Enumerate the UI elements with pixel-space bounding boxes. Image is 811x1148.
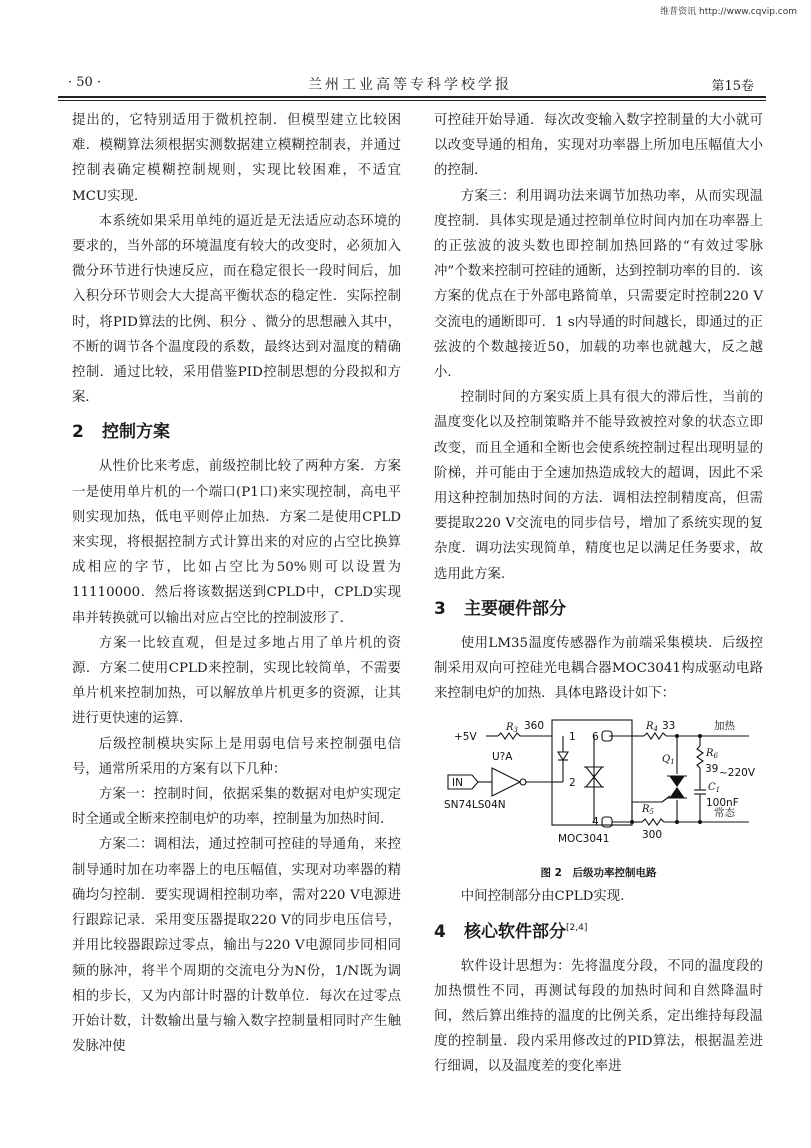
paragraph: 本系统如果采用单纯的逼近是无法适应动态环境的要求的，当外部的环境温度有较大的改变时，必须加入微分环节进行快速反应，而在稳定很长一段时间后，加入积分环节则会大大提高平衡状态的稳定性．实际控制时，将PID算法的比例、积分 、微分的思想融入其中，不断的调节各个温度段的系数，最终达到对温度的精确控制．通过比较，采用借鉴PID控制思想的分段拟和方案． [72,213,401,406]
paragraph: 中间控制部分由CPLD实现． [460,889,634,905]
section-heading-2 [72,414,401,450]
label-pin2: 2 [569,777,576,790]
label-moc3041: MOC3041 [558,833,610,846]
watermark: 维普资讯 http://www.cqvip.com [660,7,797,17]
paragraph: 使用LM35温度传感器作为前端采集模块．后级控制采用双向可控硅光电耦合器MOC3041构成驱动电路来控制电炉的加热．具体电路设计如下： [434,635,763,702]
header-rule-thin [58,100,766,101]
section-number: 4 [434,921,446,942]
section-heading-3 [434,591,763,627]
paragraph: 从性价比来考虑，前级控制比较了两种方案．方案一是使用单片机的一个端口(P1口)来实现控制，高电平则实现加热，低电平则停止加热．方案二是使用CPLD来实现，将根据控制方式计算出来的对应的占空比换算成相应的字节，比如占空比为50%则可以设置为11110000．然后将该数据送到CPLD中，CPLD实现串并转换就可以输出对应占空比的控制波形了． [72,459,401,626]
section-number: 2 [72,422,84,443]
label-r4-value: 33 [662,720,676,733]
section-number: 3 [434,598,446,619]
citation-ref: [2,4] [566,922,588,933]
label-in: IN [452,777,463,790]
section-title: 控制方案 [102,422,170,443]
paragraph: 方案一：控制时间，依据采集的数据对电炉实现定时全通或全断来控制电炉的功率，控制量为加热时间． [72,787,401,828]
label-220v: ~220V [719,767,756,780]
circuit-diagram [434,712,763,862]
page-number: · 50 · [68,75,102,90]
volume-label: 第15卷 [711,79,754,94]
header-rule-thick [58,96,766,98]
label-r5-value: 300 [642,829,663,842]
label-c1: $C_1$ [708,782,721,795]
label-r3: $R_3$ [506,722,518,735]
paragraph: 方案一比较直观，但是过多地占用了单片机的资源．方案二使用CPLD来控制，实现比较简单，不需要单片机来控制加热，可以解放单片机更多的资源，让其进行更快速的运算． [72,635,401,727]
label-chip: SN74LS04N [444,799,506,812]
label-r6-value: 39 [705,763,719,776]
journal-title: 兰州工业高等专科学校学报 [308,77,512,93]
label-pin6: 6 [592,731,599,744]
label-plus5v: +5V [454,731,477,744]
section-title: 核心软件部分 [464,921,566,942]
label-r3-value: 360 [524,720,545,733]
label-pin1: 1 [569,731,576,744]
paragraph: 控制时间的方案实质上具有很大的滞后性，当前的温度变化以及控制策略并不能导致被控对象的状态立即改变，而且全通和全断也会使系统控制过程出现明显的阶梯，并可能由于全速加热造成较大的超调，因此不采用这种控制加热时间的方法．调相法控制精度高，但需要提取220 V交流电的同步信号，增加了系统实现的复杂度．调功法实现简单，精度也足以满足任务要求，故选用此方案． [434,390,763,582]
paragraph: 软件设计思想为：先将温度分段，不同的温度段的加热惯性不同，再测试每段的加热时间和自然降温时间，然后算出维持的温度的比例关系，定出维持每段温度的控制量．段内采用修改过的PID算法，根据温差进行细调，以及温度差的变化率进 [434,958,763,1075]
label-heat: 加热 [714,720,735,733]
circuit-figure [434,712,763,862]
paragraph: 提出的，它特别适用于微机控制．但模型建立比较困难．模糊算法须根据实测数据建立模糊控制表，并通过控制表确定模糊控制规则，实现比较困难，不适宜MCU实现． [72,113,401,204]
section-heading-4 [434,914,763,950]
paragraph: 可控硅开始导通．每次改变输入数字控制量的大小就可以改变导通的相角，实现对功率器上所加电压幅值大小的控制． [434,113,763,179]
right-column [434,108,763,1080]
left-column [72,108,401,1059]
label-q1: $Q_1$ [662,754,675,767]
paragraph: 方案三：利用调功法来调节加热功率，从而实现温度控制．具体实现是通过控制单位时间内加在功率器上的正弦波的波头数也即控制加热回路的“有效过零脉冲”个数来控制可控硅的通断，达到控制功率的目的．该方案的优点在于外部电路简单，只需要定时控制220 V交流电的通断即可．1 s内导通的时间越长，即通过的正弦波的个数越接近50，加载的功率也就越大，反之越小． [434,188,763,381]
paragraph: 后级控制模块实际上是用弱电信号来控制强电信号，通常所采用的方案有以下几种： [72,736,401,777]
label-normal: 常态 [714,807,735,820]
label-u-a: U?A [492,751,513,764]
label-c1-value: 100nF [706,797,739,810]
label-pin4: 4 [592,816,599,829]
label-r4: $R_4$ [646,721,658,734]
label-r6: $R_6$ [706,748,718,761]
figure-caption: 图 2 后级功率控制电路 [540,867,657,880]
page-header [60,72,760,94]
section-title: 主要硬件部分 [464,598,566,619]
label-r5: $R_5$ [642,804,654,817]
paragraph: 方案二：调相法，通过控制可控硅的导通角，来控制导通时加在功率器上的电压幅值，实现对功率器的精确均匀控制．要实现调相控制功率，需对220 V电源进行跟踪记录．采用变压器提取220 V的同步电压信号，并用比较器跟踪过零点，输出与220 V电源同步同相同频的脉冲，将半个周期的交流电分为N份，1/N既为调相的步长，又为内部计时器的计数单位．每次在过零点开始计数，计数输出量与输入数字控制量相同时产生触发脉冲使 [72,837,401,1055]
